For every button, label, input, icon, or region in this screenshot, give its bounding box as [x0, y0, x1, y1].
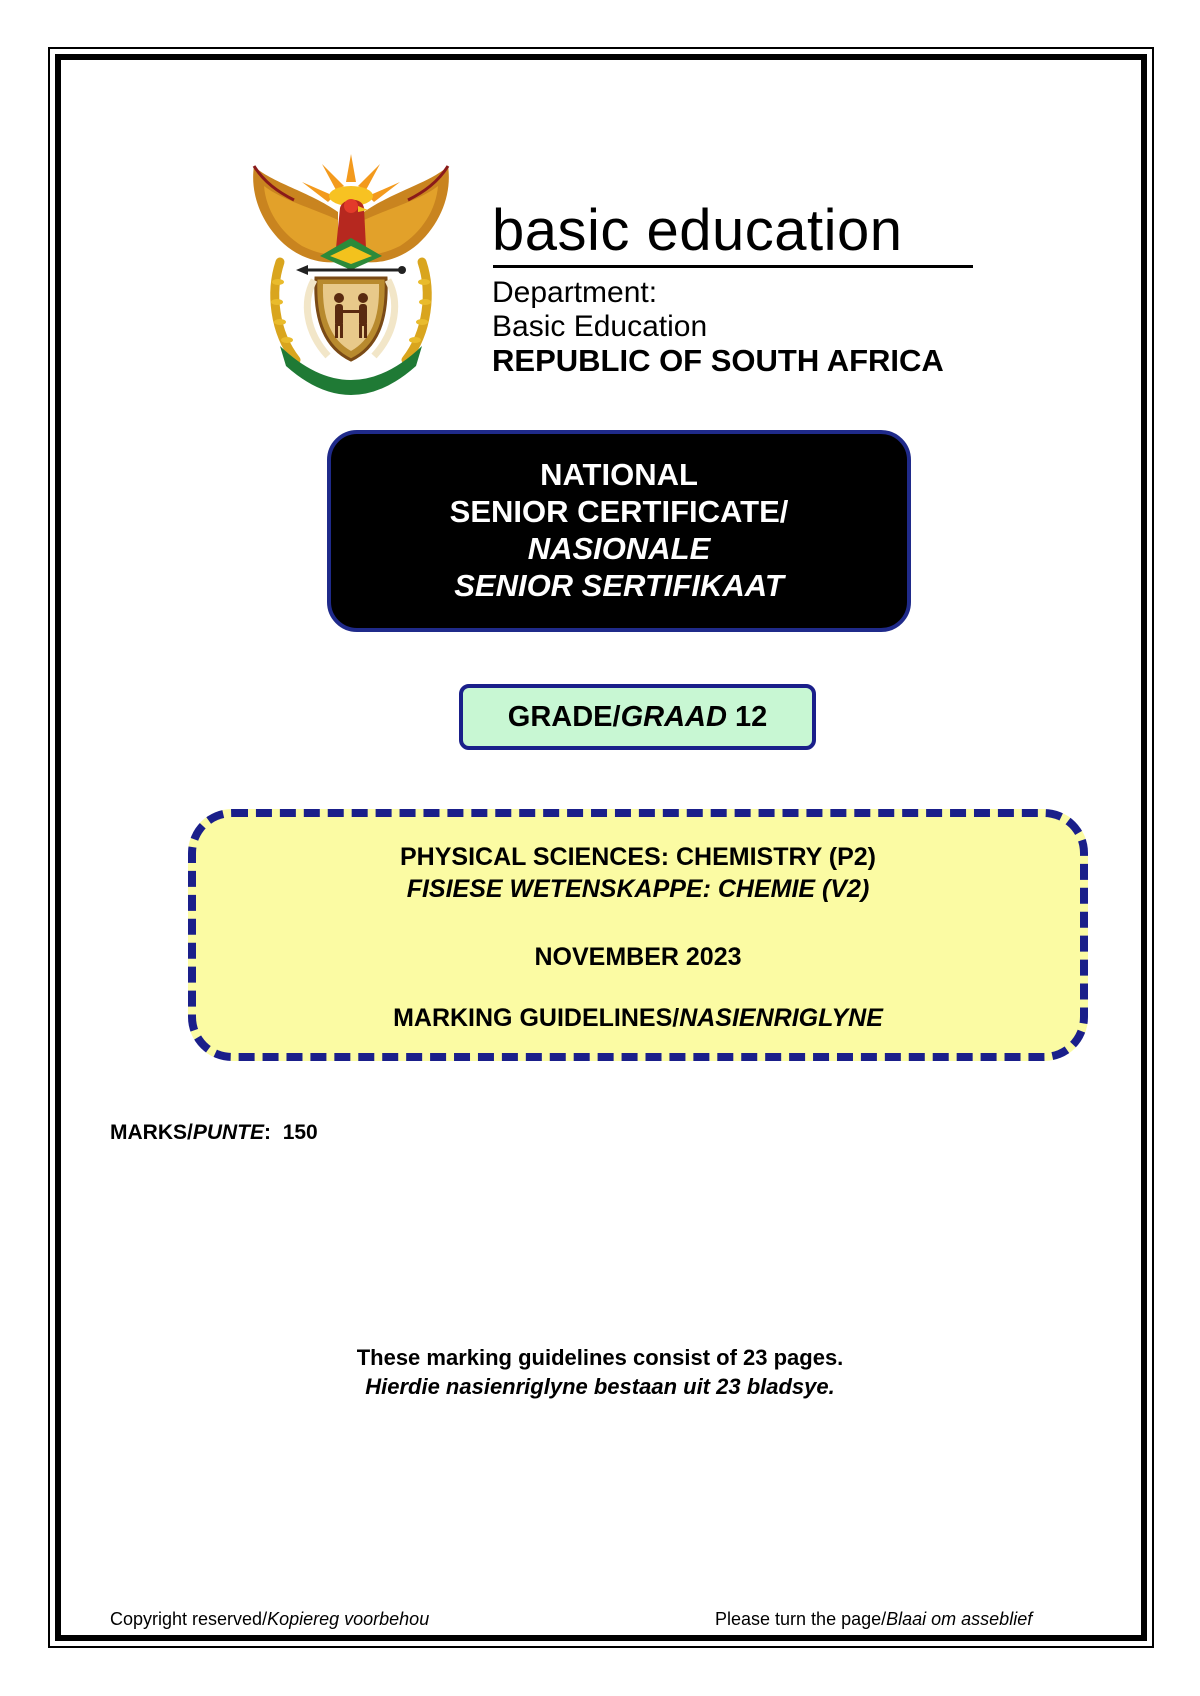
- turn-page-en: Please turn the page/: [715, 1609, 887, 1629]
- copyright-notice: [110, 1609, 429, 1630]
- total-marks: [110, 1121, 318, 1145]
- grade-label-af: GRAAD: [620, 701, 727, 733]
- certificate-line-4: SENIOR SERTIFIKAAT: [454, 568, 784, 603]
- page-count-af: Hierdie nasienriglyne bestaan uit 23 bladsye.: [365, 1374, 835, 1399]
- marks-value: 150: [282, 1121, 318, 1144]
- turn-page-notice: [715, 1609, 1032, 1630]
- department-label: Department:: [492, 276, 658, 309]
- coat-of-arms-icon: [250, 152, 452, 402]
- certificate-banner: [327, 430, 911, 632]
- grade-label-en: GRADE/: [507, 701, 621, 733]
- marks-colon: :: [264, 1121, 272, 1144]
- subject-title-af: FISIESE WETENSKAPPE: CHEMIE (V2): [406, 875, 870, 903]
- certificate-line-2: SENIOR CERTIFICATE/: [449, 494, 789, 529]
- page-count-en: These marking guidelines consist of 23 pages.: [356, 1345, 844, 1370]
- certificate-line-3: NASIONALE: [527, 531, 711, 566]
- turn-page-af: Blaai om asseblief: [886, 1609, 1033, 1629]
- document-type-af: NASIENRIGLYNE: [679, 1004, 883, 1032]
- document-type: [196, 1004, 1080, 1033]
- marks-label-en: MARKS/: [110, 1121, 193, 1144]
- grade-badge: [459, 684, 816, 750]
- copyright-af: Kopiereg voorbehou: [267, 1609, 430, 1629]
- crest-motto: !KE E: /XARRA //KE: [297, 350, 405, 380]
- brand-underline: [493, 265, 973, 268]
- subject-panel: [188, 809, 1088, 1061]
- brand-title: basic education: [492, 198, 903, 263]
- subject-title-en: PHYSICAL SCIENCES: CHEMISTRY (P2): [399, 843, 876, 871]
- document-type-en: MARKING GUIDELINES/: [393, 1004, 680, 1032]
- country-name: REPUBLIC OF SOUTH AFRICA: [492, 343, 944, 378]
- certificate-line-1: NATIONAL: [540, 457, 698, 492]
- exam-session: NOVEMBER 2023: [534, 943, 742, 971]
- marks-label-af: PUNTE: [192, 1121, 265, 1144]
- copyright-en: Copyright reserved/: [110, 1609, 268, 1629]
- grade-number: 12: [734, 701, 768, 733]
- department-name: Basic Education: [492, 310, 708, 343]
